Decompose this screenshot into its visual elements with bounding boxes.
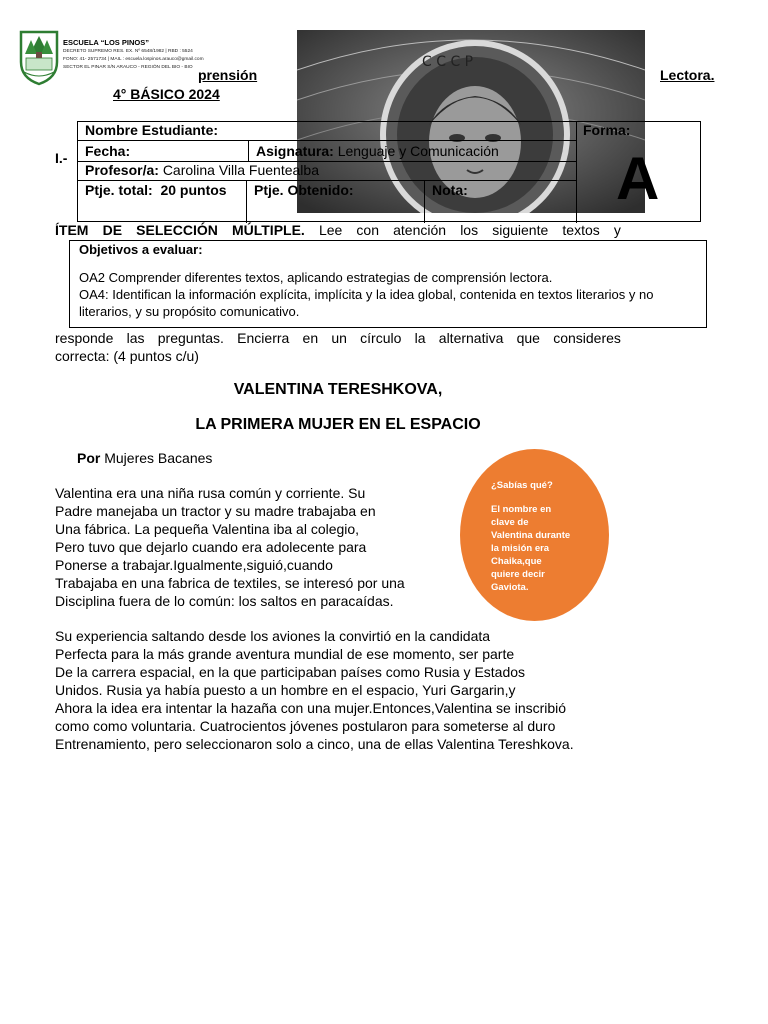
paragraph-line: Una fábrica. La pequeña Valentina iba al colegio, <box>55 521 360 537</box>
subject-label: Asignatura: <box>256 143 334 159</box>
byline-label: Por <box>77 450 101 466</box>
item-word: SELECCIÓN <box>136 222 218 238</box>
paragraph-line: Ahora la idea era intentar la hazaña con una mujer.Entonces,Valentina se inscribió <box>55 700 567 716</box>
callout-line: la misión era <box>491 543 550 554</box>
paragraph-line: Perfecta para la más grande aventura mundial de ese momento, ser parte <box>55 646 515 662</box>
paragraph-line: Valentina era una niña rusa común y corriente. Su <box>55 485 366 501</box>
grade-level: 4° BÁSICO 2024 <box>113 86 220 102</box>
school-info-line: SECTOR EL PINAR S/N ARAUCO - REGIÓN DEL BIO - BIO <box>63 65 193 70</box>
item-word: Lee <box>318 222 343 238</box>
byline-author: Mujeres Bacanes <box>104 450 213 466</box>
date-label: Fecha: <box>85 143 131 159</box>
scoring-note: correcta: (4 puntos c/u) <box>55 348 199 364</box>
subject-field <box>256 143 499 159</box>
item-word: DE <box>102 222 123 238</box>
teacher-value: Carolina Villa Fuentealba <box>162 162 319 178</box>
paragraph-line: Entrenamiento, pero seleccionaron solo a cinco, una de ellas Valentina Tereshkova. <box>55 736 574 752</box>
article-byline <box>77 450 212 466</box>
student-info-table <box>77 121 701 222</box>
svg-text:С С С Р: С С С Р <box>422 54 474 70</box>
school-info-line: DECRETO SUPREMO RES. EX. Nº 6548/1982 | RBD : 5524 <box>63 49 193 54</box>
callout-line: El nombre en <box>491 504 552 515</box>
school-logo <box>18 28 60 86</box>
grade-label: Nota: <box>432 182 468 198</box>
objective-oa2: OA2 Comprender diferentes textos, aplicando estrategias de comprensión lectora. <box>79 270 553 285</box>
subject-value: Lenguaje y Comunicación <box>337 143 499 159</box>
objective-oa4: OA4: Identifican la información explícita, implícita y la idea global, contenida en textos literarios y no <box>79 287 654 302</box>
paragraph-line: como como voluntaria. Cuatrocientos jóvenes postularon para someterse al duro <box>55 718 556 734</box>
item-word: siguiente <box>492 222 549 238</box>
total-score-value: 20 puntos <box>160 182 227 198</box>
obtained-score-field[interactable] <box>254 182 354 198</box>
date-field[interactable] <box>85 143 130 159</box>
item-word: MÚLTIPLE. <box>231 222 305 238</box>
callout-heading: ¿Sabías qué? <box>491 480 553 491</box>
callout-line: clave de <box>491 517 529 528</box>
paragraph-line: Unidos. Rusia ya había puesto a un hombre en el espacio, Yuri Gargarin,y <box>55 682 516 698</box>
school-name: ESCUELA “LOS PINOS” <box>63 38 149 47</box>
student-name-label: Nombre Estudiante: <box>85 122 219 138</box>
paragraph-line: Padre manejaba un tractor y su madre trabajaba en <box>55 503 376 519</box>
form-value: A <box>616 145 660 212</box>
article-title: VALENTINA TERESHKOVA, <box>233 381 443 398</box>
instructions-continued: responde las preguntas. Encierra en un círculo la alternativa que consideres correcta: (4 puntos c/u) <box>55 330 621 364</box>
callout-line: Valentina durante <box>491 530 571 541</box>
paragraph-line: Disciplina fuera de lo común: los saltos en paracaídas. <box>55 593 394 609</box>
objective-oa4-cont: literarios, y su propósito comunicativo. <box>79 304 300 319</box>
callout-line: Chaika,que <box>491 556 542 567</box>
article-subtitle: LA PRIMERA MUJER EN EL ESPACIO <box>195 416 481 433</box>
item-instructions <box>55 222 621 238</box>
teacher-field <box>85 162 319 178</box>
article-paragraph-1 <box>55 484 405 610</box>
paragraph-line: Ponerse a trabajar.Igualmente,siguió,cuando <box>55 557 333 573</box>
teacher-label: Profesor/a: <box>85 162 159 178</box>
grade-field[interactable] <box>432 182 468 198</box>
item-word: y <box>613 222 621 238</box>
did-you-know-callout <box>460 449 609 621</box>
paragraph-line: Pero tuvo que dejarlo cuando era adolecente para <box>55 539 367 555</box>
obtained-score-label: Ptje. Obtenido: <box>254 182 354 198</box>
paragraph-line: Trabajaba en una fabrica de textiles, se interesó por una <box>55 575 405 591</box>
form-label: Forma: <box>583 122 631 138</box>
objectives-title: Objetivos a evaluar: <box>79 242 203 257</box>
item-word: ÍTEM <box>55 222 89 238</box>
item-word: los <box>460 222 479 238</box>
item-word: atención <box>393 222 447 238</box>
article-paragraph-2 <box>55 627 574 753</box>
total-score-label: Ptje. total: <box>85 182 153 198</box>
paragraph-line: De la carrera espacial, en la que participaban países como Rusia y Estados <box>55 664 526 680</box>
item-word: textos <box>562 222 600 238</box>
section-number: I.- <box>55 150 68 166</box>
paragraph-line: Su experiencia saltando desde los aviones la convirtió en la candidata <box>55 628 491 644</box>
total-score-field <box>85 182 227 198</box>
school-info-line: FONO: 41- 2571734 | MAIL : escuela.lospinos.arauco@gmail.com <box>63 57 204 62</box>
callout-line: quiere decir <box>491 569 545 580</box>
test-title-part1: prensión <box>198 67 258 83</box>
test-title-part2: Lectora. <box>660 67 715 83</box>
item-word: con <box>356 222 379 238</box>
objectives-box <box>69 240 707 328</box>
callout-line: Gaviota. <box>491 582 529 593</box>
student-name-field[interactable] <box>85 122 218 138</box>
